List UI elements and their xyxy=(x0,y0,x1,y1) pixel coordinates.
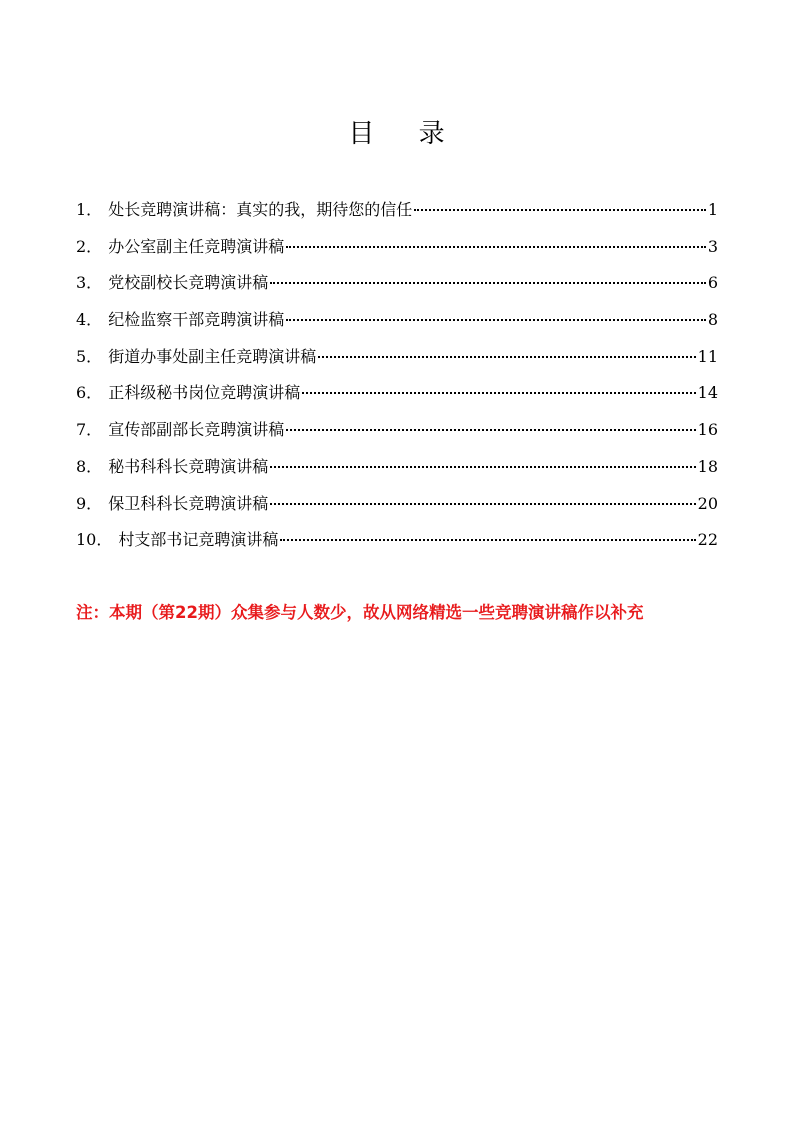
toc-entry[interactable] xyxy=(76,344,718,381)
toc-entry[interactable] xyxy=(76,527,718,564)
toc-dot-leader xyxy=(270,501,695,505)
toc-entry-page-number: 18 xyxy=(697,456,718,476)
toc-entry-title: 村支部书记竞聘演讲稿 xyxy=(118,530,279,550)
toc-dot-leader xyxy=(414,207,706,211)
toc-entry-number: 8． xyxy=(76,456,103,476)
toc-entry-page-number: 11 xyxy=(697,346,718,366)
toc-entry-title: 宣传部副部长竞聘演讲稿 xyxy=(108,420,285,440)
toc-dot-leader xyxy=(318,354,695,358)
toc-dot-leader xyxy=(286,427,695,431)
toc-entry-page-number: 20 xyxy=(697,493,718,513)
toc-dot-leader xyxy=(286,317,706,321)
toc-entry[interactable] xyxy=(76,270,718,307)
toc-entry-page-number: 1 xyxy=(707,200,718,219)
toc-entry-title: 纪检监察干部竞聘演讲稿 xyxy=(108,310,285,330)
toc-entry-number: 6． xyxy=(76,383,103,403)
toc-dot-leader xyxy=(270,464,695,468)
toc-entry-page-number: 8 xyxy=(707,310,718,330)
toc-entry[interactable] xyxy=(76,234,718,271)
toc-entry-number: 9． xyxy=(76,493,103,513)
toc-entry-number: 3． xyxy=(76,273,103,293)
toc-entry-title: 正科级秘书岗位竞聘演讲稿 xyxy=(108,383,301,403)
toc-entry-page-number: 16 xyxy=(697,420,718,440)
toc-entry-page-number: 14 xyxy=(697,383,718,403)
toc-entry-page-number: 3 xyxy=(707,236,718,256)
editor-note: 注：本期（第22期）众集参与人数少，故从网络精选一些竞聘演讲稿作以补充 xyxy=(76,603,644,622)
toc-entry-page-number: 6 xyxy=(707,273,718,293)
toc-dot-leader xyxy=(280,537,695,541)
toc-entry-number: 7． xyxy=(76,420,103,440)
toc-entry[interactable] xyxy=(76,454,718,491)
toc-entry-title: 街道办事处副主任竞聘演讲稿 xyxy=(108,346,317,366)
toc-entry-number: 10． xyxy=(76,530,113,550)
toc-entry[interactable] xyxy=(76,197,718,234)
page-title: 目 录 xyxy=(348,119,463,149)
toc-entry[interactable] xyxy=(76,380,718,417)
toc-entry-title: 保卫科科长竞聘演讲稿 xyxy=(108,493,269,513)
toc-entry[interactable] xyxy=(76,307,718,344)
toc-entry-title: 处长竞聘演讲稿：真实的我，期待您的信任 xyxy=(108,200,413,219)
toc-entry[interactable] xyxy=(76,491,718,528)
toc-dot-leader xyxy=(270,280,706,284)
toc-entry-number: 1． xyxy=(76,200,103,219)
toc-entry-title: 秘书科科长竞聘演讲稿 xyxy=(108,456,269,476)
toc-entry-page-number: 22 xyxy=(697,530,718,550)
toc-entry-number: 5． xyxy=(76,346,103,366)
toc-entry-number: 2． xyxy=(76,236,103,256)
toc-dot-leader xyxy=(286,244,706,248)
table-of-contents xyxy=(76,197,718,564)
toc-entry-title: 办公室副主任竞聘演讲稿 xyxy=(108,236,285,256)
toc-dot-leader xyxy=(302,390,695,394)
toc-entry-title: 党校副校长竞聘演讲稿 xyxy=(108,273,269,293)
toc-entry-number: 4． xyxy=(76,310,103,330)
toc-entry[interactable] xyxy=(76,417,718,454)
